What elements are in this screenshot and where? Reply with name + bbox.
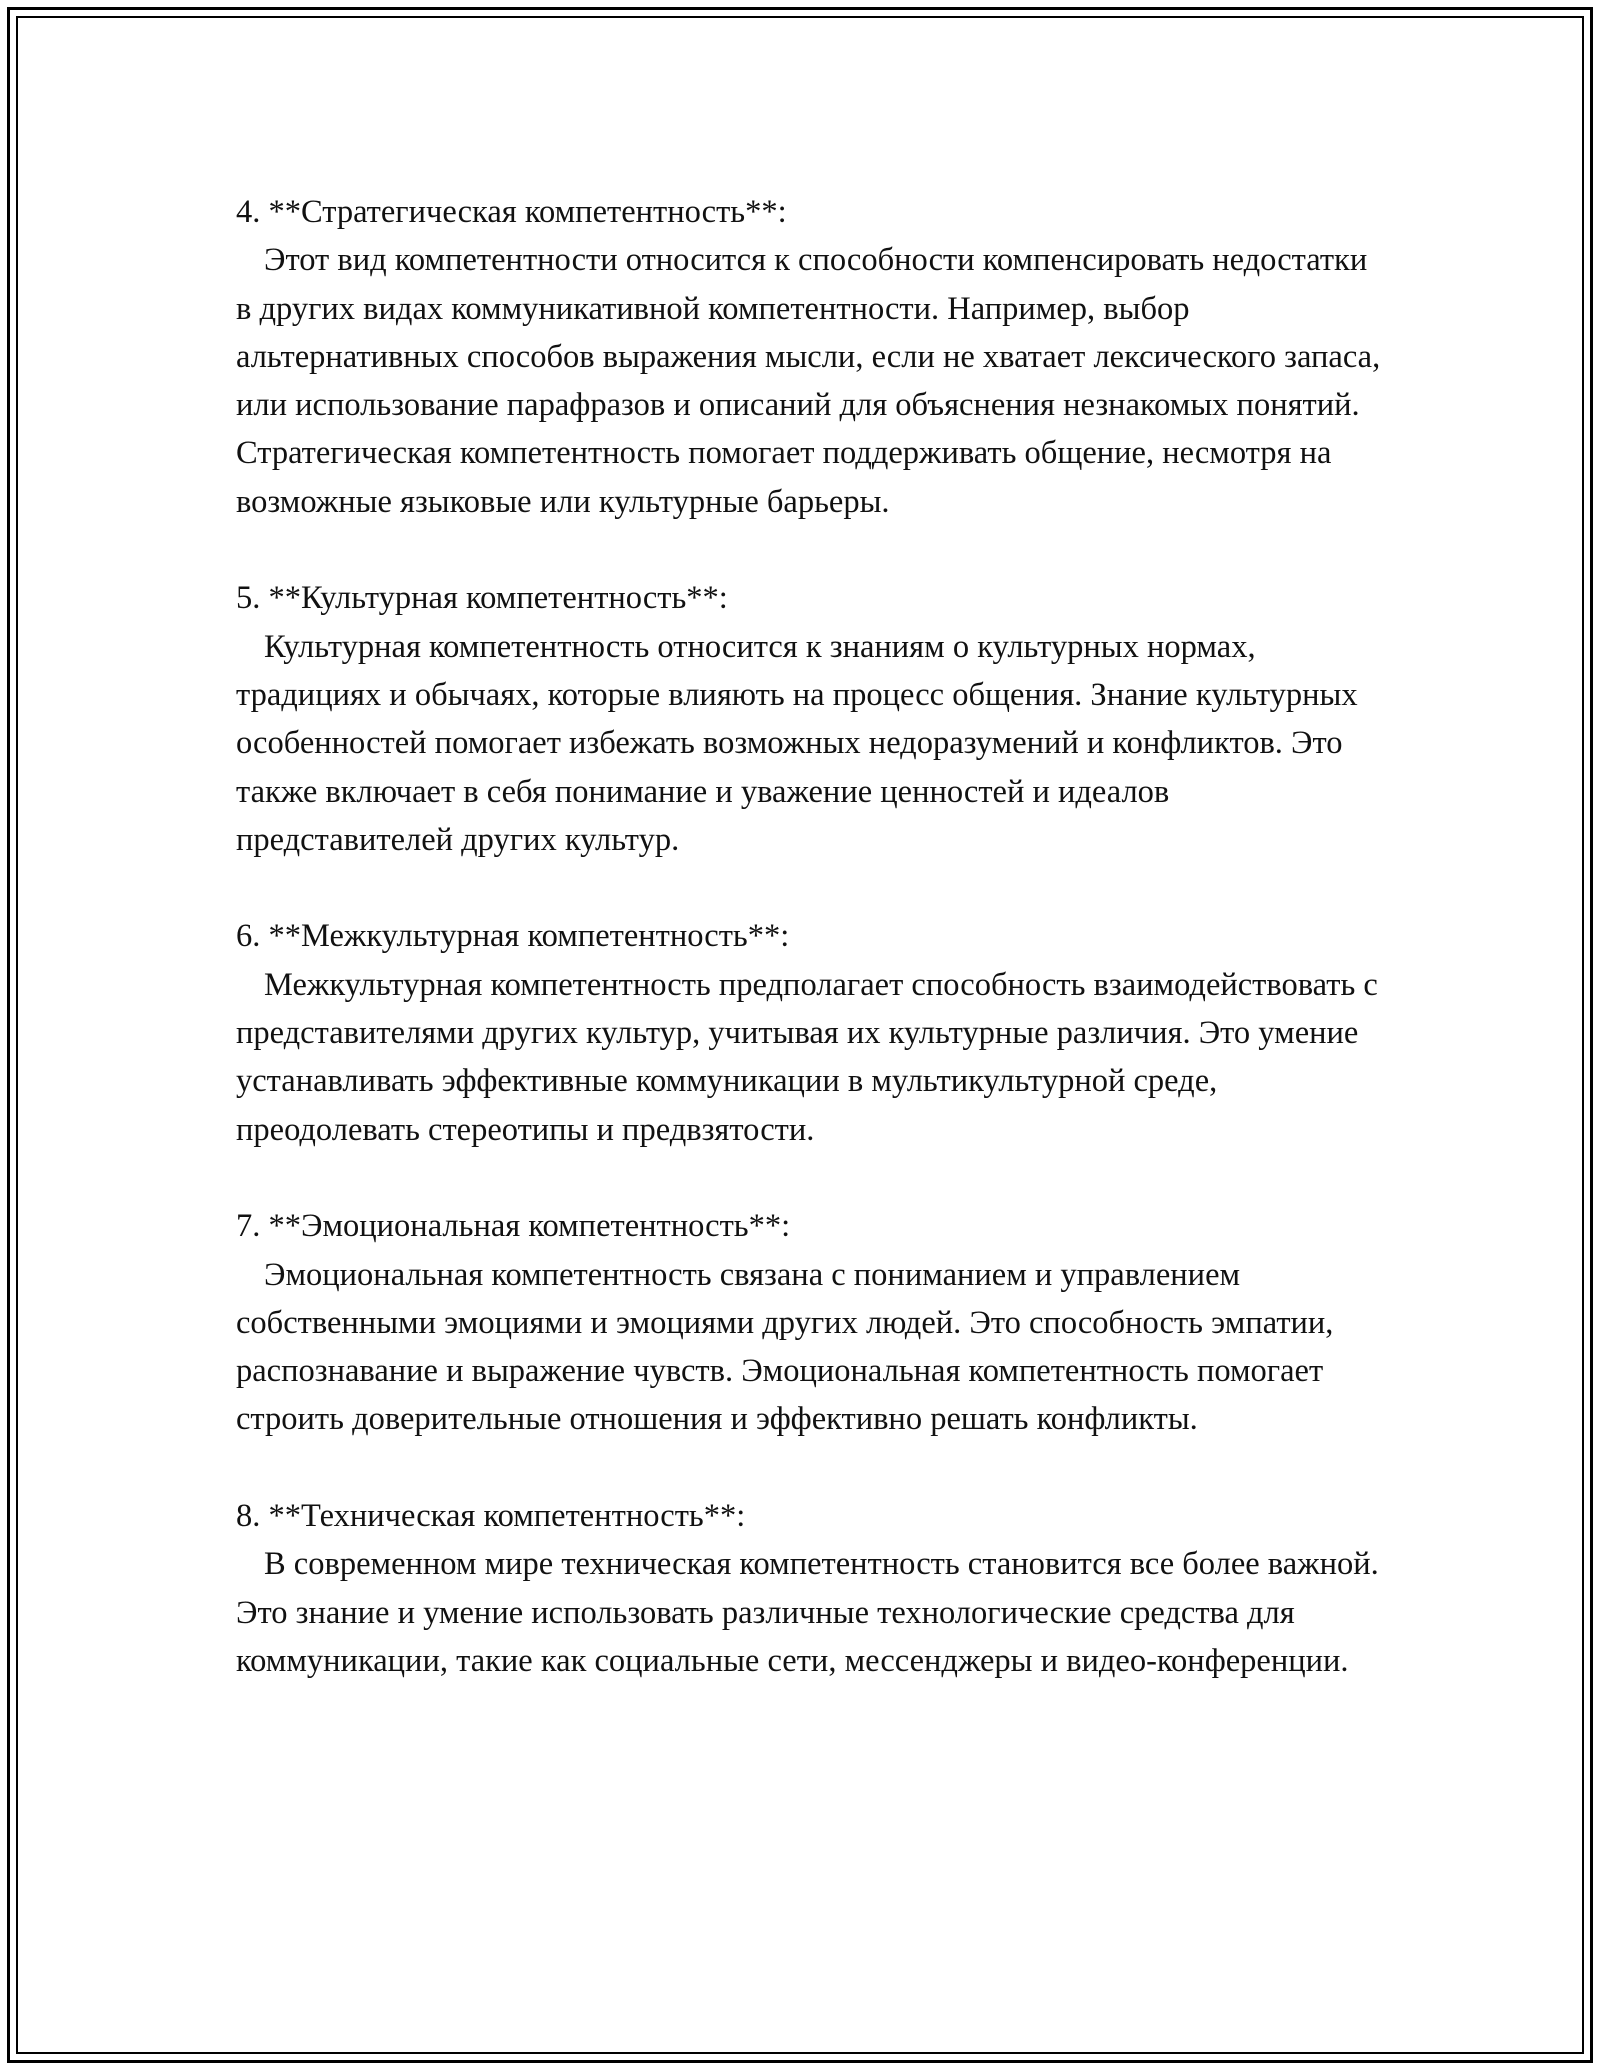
section-emotional-competence (236, 1202, 1386, 1443)
section-technical-competence (236, 1492, 1386, 1685)
section-paragraph: Эмоциональная компетентность связана с пониманием и управлением собственными эмоциями и эмоциями других людей. Это способность эмпатии, распознавание и выражение чувств. Эмоциональная компетентность помогает строить доверительные отношения и эффективно решать конфликты. (236, 1256, 1334, 1438)
section-heading: 7. **Эмоциональная компетентность**: (236, 1208, 791, 1245)
section-paragraph: Культурная компетентность относится к знаниям о культурных нормах, традициях и обычаях, которые влияють на процесс общения. Знание культурных особенностей помогает избежать возможных недоразумений и конфликтов. Это также включает в себя понимание и уважение ценностей и идеалов представителей других культур. (236, 628, 1358, 858)
section-paragraph: В современном мире техническая компетентность становится все более важной. Это знание и умение использовать различные технологические средства для коммуникации, такие как социальные сети, мессенджеры и видео-конференции. (236, 1546, 1379, 1679)
section-heading: 4. **Стратегическая компетентность**: (236, 194, 787, 230)
section-heading: 5. **Культурная компетентность**: (236, 580, 728, 617)
section-paragraph: Этот вид компетентности относится к способности компенсировать недостатки в других видах коммуникативной компетентности. Например, выбор альтернативных способов выражения мысли, если не хватает лексического запаса, или использование парафразов и описаний для объяснения незнакомых понятий. Стратегическая компетентность помогает поддерживать общение, несмотря на возможные языковые или культурные барьеры. (236, 242, 1381, 520)
section-intercultural-competence (236, 912, 1386, 1153)
section-paragraph: Межкультурная компетентность предполагает способность взаимодействовать с представителями других культур, учитывая их культурные различия. Это умение устанавливать эффективные коммуникации в мультикультурной среде, преодолевать стереотипы и предвзятости. (236, 966, 1378, 1148)
section-heading: 6. **Межкультурная компетентность**: (236, 918, 790, 955)
document-content (236, 188, 1386, 1734)
section-cultural-competence (236, 574, 1386, 864)
section-strategic-competence (236, 188, 1386, 526)
section-heading: 8. **Техническая компетентность**: (236, 1498, 746, 1535)
